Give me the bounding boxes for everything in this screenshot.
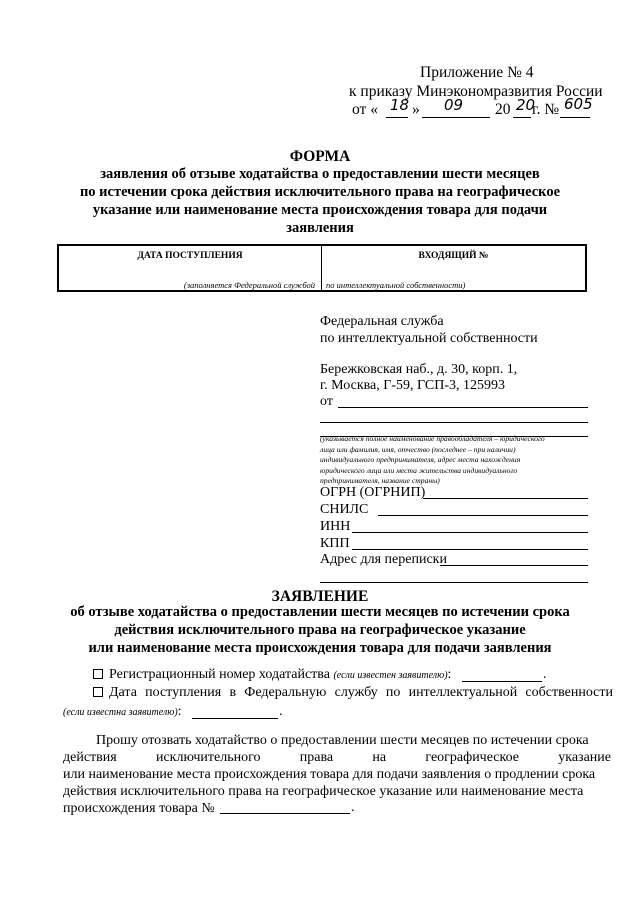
request-word: на [372,750,387,765]
kpp-label: КПП [320,536,350,551]
registration-number-checkbox[interactable] [93,669,103,679]
order-number-prefix: г. № [532,101,560,118]
option2-note-line [63,704,182,720]
ogrn-label: ОГРН (ОГРНИП) [320,485,426,500]
receipt-date-checkbox[interactable] [93,687,103,697]
from-field-line-1[interactable] [338,407,588,408]
statement-subtitle [40,603,600,657]
date-mid: » [412,101,420,118]
applicant-hint-line: (указывается полное наименование правообладателя – юридического [320,434,545,443]
statement-subtitle-line: действия исключительного права на географическое указание [114,622,526,638]
option2-period: . [279,704,283,719]
applicant-hint [320,434,588,487]
form-subtitle-line: заявления об отзыве ходатайства о предоставлении шести месяцев [100,166,540,182]
applicant-hint-line: индивидуального предпринимателя, адрес места нахождения [320,455,521,464]
request-line-3: или наименование места происхождения товара для подачи заявления о продлении срока [63,767,596,782]
registration-box [57,244,587,292]
option1-label: Регистрационный номер ходатайства [109,667,330,682]
kpp-field[interactable] [352,549,588,550]
option2-label: Дата поступления в Федеральную службу по интеллектуальной собственности [109,685,613,700]
form-subtitle-line: заявления [286,220,354,236]
request-line-4: действия исключительного права на географическое указание или наименование места [63,784,584,799]
request-line-5-text: происхождения товара № [63,801,215,816]
option1-note: (если известен заявителю) [333,670,448,681]
request-word: права [299,750,334,765]
applicant-hint-line: лица или фамилия, имя, отчество (последнее – при наличии) [320,444,516,454]
correspondence-address-label: Адрес для переписки [320,552,447,567]
appendix-date-line [352,95,612,123]
snils-field[interactable] [378,515,588,516]
request-line-5 [63,800,613,817]
registration-date-header: ДАТА ПОСТУПЛЕНИЯ [137,251,243,261]
date-year-prefix: 20 [495,101,511,118]
statement-subtitle-line: об отзыве ходатайства о предоставлении шести месяцев по истечении срока [70,604,570,620]
request-word: действия [63,750,117,765]
goods-number-field[interactable] [220,813,350,814]
request-word: географическое [425,750,519,765]
correspondence-address-field[interactable] [440,565,588,566]
option2-colon: : [177,704,182,719]
appendix-order-line: к приказу Минэкономразвития России [349,83,603,100]
order-number: 605 [564,95,593,113]
request-period: . [351,800,355,815]
statement-subtitle-line: или наименование места происхождения товара для подачи заявления [88,640,552,656]
snils-label: СНИЛС [320,502,369,517]
correspondence-address-field-2[interactable] [320,582,588,583]
option2-note: (если известна заявителю) [63,707,178,718]
request-paragraph [63,732,613,817]
registration-date-note: (заполняется Федеральной службой [183,280,315,290]
registration-number-note: по интеллектуальной собственности) [326,280,466,290]
form-subtitle-line: указание или наименование места происхождения товара для подачи [92,202,548,218]
form-heading: ФОРМА [289,148,351,165]
date-month: 09 [444,96,464,114]
option-receipt-date [93,685,613,701]
option1-colon: : [447,667,452,682]
request-word: указание [558,750,611,765]
inn-label: ИНН [320,519,351,534]
date-year-suffix: 20 [516,96,536,114]
option1-period: . [543,667,547,682]
ogrn-field[interactable] [423,498,588,499]
request-word: исключительного [155,750,261,765]
form-subtitle [60,165,580,237]
addressee-address1: Бережковская наб., д. 30, корп. 1, [320,362,518,377]
registration-number-header: ВХОДЯЩИЙ № [418,251,489,261]
registration-number-field[interactable] [462,681,542,682]
from-field-line-2[interactable] [320,422,588,423]
appendix-title: Приложение № 4 [420,64,534,81]
from-label: от [320,394,333,409]
request-line-1: Прошу отозвать ходатайство о предоставлении шести месяцев по истечении срока [96,733,589,748]
applicant-hint-line: предпринимателя, название страны) [320,476,440,485]
addressee-line1: Федеральная служба [320,314,444,329]
addressee-address2: г. Москва, Г-59, ГСП-3, 125993 [320,378,506,393]
form-subtitle-line: по истечении срока действия исключительного права на географическое [79,184,561,200]
applicant-hint-line: юридического лица или места жительства индивидуального [320,465,518,475]
option-registration-number [93,667,451,683]
statement-heading: ЗАЯВЛЕНИЕ [271,588,369,605]
date-day: 18 [390,96,410,114]
inn-field[interactable] [352,532,588,533]
addressee-line2: по интеллектуальной собственности [320,331,538,346]
date-from-label: от « [352,101,378,118]
request-line-2 [63,749,611,766]
receipt-date-field[interactable] [192,718,278,719]
